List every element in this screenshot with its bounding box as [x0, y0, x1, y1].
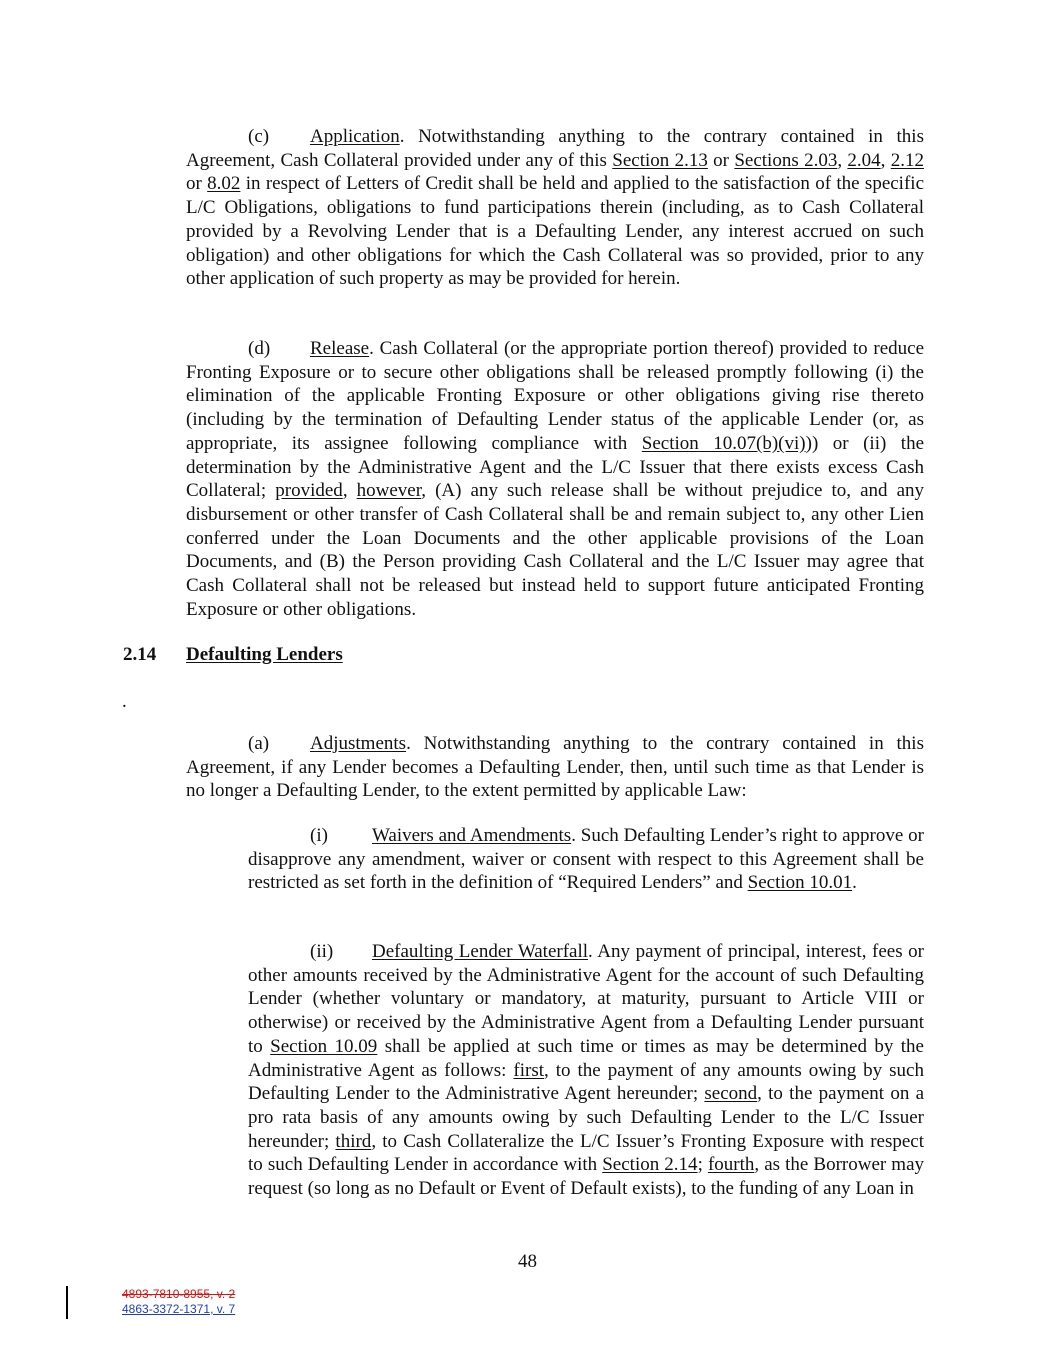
change-bar: [66, 1286, 68, 1319]
paragraph-a-number: (a): [248, 733, 270, 754]
text-fragment: , to the payment of any amounts owing by such Defaulting Lender to the Administrative Agent hereunder;: [248, 1059, 924, 1105]
text-fragment: )) or (ii) the determination by the Administrative Agent and the L/C Issuer that there exists excess Cash Collateral;: [186, 432, 925, 502]
paragraph-c-text: . Notwithstanding anything to the contrary contained in this Agreement, Cash Collateral provided under any of this: [186, 126, 924, 171]
ref-8-02: 8.02: [207, 173, 241, 195]
paragraph-d-number: (d): [248, 338, 271, 359]
paragraph-ii-number: (ii): [310, 941, 334, 962]
section-title: Defaulting Lenders: [186, 644, 343, 665]
paragraph-d-title: Release: [310, 338, 370, 359]
stray-period: .: [122, 691, 127, 712]
section-heading-2-14: [123, 643, 343, 667]
ref-section-10-09: Section 10.09: [270, 1035, 378, 1057]
paragraph-i-text: . Such Defaulting Lender’s right to approve or disapprove any amendment, waiver or consent with respect to this Agreement shall be restricted as set forth in the definition of “Required Lenders” and: [248, 825, 924, 894]
ref-sections-2-03: Sections 2.03: [734, 149, 838, 171]
paragraph-ii-title: Defaulting Lender Waterfall: [372, 941, 589, 962]
text-fragment: shall be applied at such time or times as may be determined by the Administrative Agent as follows:: [248, 1035, 924, 1081]
term-fourth: fourth: [707, 1154, 755, 1176]
text-fragment: ,: [880, 149, 891, 171]
paragraph-ii: [248, 940, 924, 1201]
text-fragment: ;: [697, 1154, 708, 1176]
term-first: first: [513, 1059, 545, 1081]
term-third: third: [335, 1130, 372, 1152]
text-fragment: or: [186, 173, 208, 195]
text-fragment: , as the Borrower may request (so long as no Default or Event of Default exists), to the funding of any Loan in: [248, 1154, 925, 1200]
ref-section-10-01: Section 10.01: [747, 872, 853, 894]
text-fragment: , to Cash Collateralize the L/C Issuer’s Fronting Exposure with respect to such Defaulting Lender in accordance with: [248, 1130, 925, 1176]
term-provided: provided: [275, 480, 343, 502]
paragraph-i-title: Waivers and Amendments: [372, 825, 572, 846]
text-fragment: , (A) any such release shall be without prejudice to, and any disbursement or other transfer of Cash Collateral shall be and remain subject to, any other Lien conferred under the Loan Documents and the other applicable provisions of the Loan Documents, and (B) the Person providing Cash Collateral and the L/C Issuer may agree that Cash Collateral shall not be released but instead held to support future anticipated Fronting Exposure or other obligations.: [186, 480, 925, 620]
term-however: however: [356, 480, 422, 502]
paragraph-c-number: (c): [248, 126, 270, 147]
inserted-document-id: 4863-3372-1371, v. 7: [122, 1302, 236, 1316]
ref-section-2-14: Section 2.14: [602, 1154, 698, 1176]
paragraph-i-number: (i): [310, 825, 328, 846]
text-fragment: .: [852, 872, 857, 894]
text-fragment: or: [707, 149, 735, 171]
paragraph-a-title: Adjustments: [310, 733, 407, 754]
paragraph-d-text: . Cash Collateral (or the appropriate portion thereof) provided to reduce Fronting Exposure or to secure other obligations shall be released promptly following (i) the elimination of the applicable Fronting Exposure or other obligations giving rise thereto (including by the termination of Defaulting Lender status of the applicable Lender (or, as appropriate, its assignee following compliance with: [186, 338, 924, 454]
paragraph-c-title: Application: [310, 126, 400, 147]
paragraph-i: [248, 824, 924, 895]
document-id-footer: [122, 1287, 235, 1317]
ref-2-04: 2.04: [847, 149, 881, 171]
paragraph-c: [186, 125, 924, 291]
section-number: 2.14: [123, 644, 157, 665]
text-fragment: ,: [837, 149, 848, 171]
text-fragment: ,: [342, 480, 357, 502]
ref-section-10-07: Section 10.07(b)(vi): [641, 432, 806, 454]
term-second: second: [704, 1083, 758, 1105]
text-fragment: in respect of Letters of Credit shall be held and applied to the satisfaction of the specific L/C Obligations, obligations to fund participations therein (including, as to Cash Collateral provided by a Revolving Lender that is a Defaulting Lender, any interest accrued on such obligation) and other obligations for which the Cash Collateral was so provided, prior to any other application of such property as may be provided for herein.: [186, 173, 924, 290]
paragraph-a: [186, 732, 924, 803]
paragraph-a-text: . Notwithstanding anything to the contrary contained in this Agreement, if any Lender becomes a Defaulting Lender, then, until such time as that Lender is no longer a Defaulting Lender, to the extent permitted by applicable Law:: [186, 733, 924, 802]
ref-2-12: 2.12: [890, 149, 925, 171]
paragraph-ii-text: . Any payment of principal, interest, fees or other amounts received by the Administrative Agent for the account of such Defaulting Lender (whether voluntary or mandatory, at maturity, pursuant to Article VIII or otherwise) or received by the Administrative Agent from a Defaulting Lender pursuant to: [248, 941, 924, 1057]
text-fragment: , to the payment on a pro rata basis of any amounts owing by such Defaulting Lender to the L/C Issuer hereunder;: [248, 1083, 925, 1152]
ref-section-2-13: Section 2.13: [612, 149, 708, 171]
paragraph-d: [186, 337, 924, 621]
deleted-document-id: 4893-7810-8955, v. 2: [122, 1287, 236, 1301]
page-number: 48: [518, 1251, 537, 1272]
